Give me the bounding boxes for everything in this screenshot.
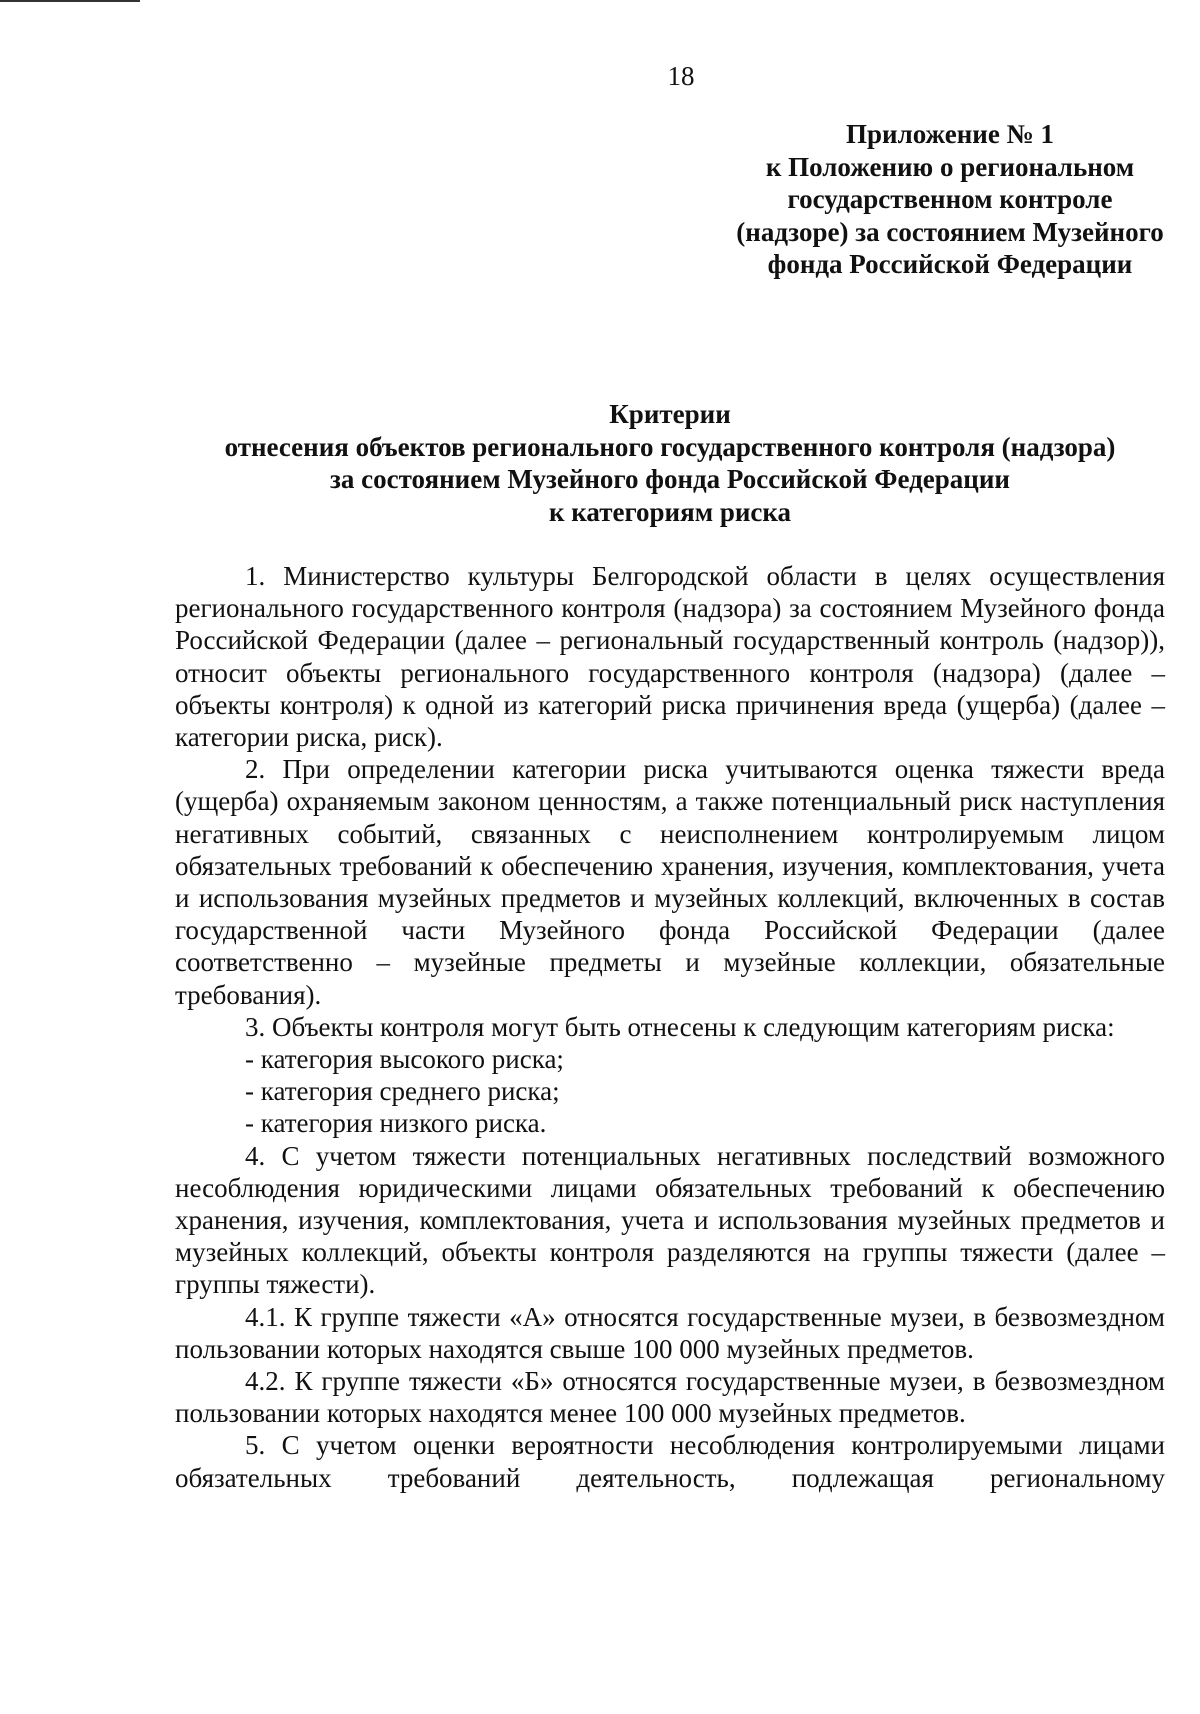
title-line: отнесения объектов регионального государственного контроля (надзора) xyxy=(224,431,1116,462)
document-title xyxy=(175,398,1165,528)
appendix-line: фонда Российской Федерации xyxy=(767,249,1133,279)
title-line: Критерии xyxy=(609,399,731,429)
paragraph-5: 5. С учетом оценки вероятности несоблюдения контролируемыми лицами обязательных требований деятельность, подлежащая региональному xyxy=(175,1430,1165,1493)
paragraph-3: 3. Объекты контроля могут быть отнесены к следующим категориям риска: xyxy=(245,1011,1115,1042)
scan-edge-mark xyxy=(0,0,140,2)
appendix-line: к Положению о региональном xyxy=(765,151,1135,182)
appendix-header xyxy=(700,118,1200,281)
page-number: 18 xyxy=(667,61,695,91)
paragraph-1: 1. Министерство культуры Белгородской области в целях осуществления регионального государственного контроля (надзора) за состоянием Музейного фонда Российской Федерации (далее – региональный государственный контроль (надзор)), относит объекты регионального государственного контроля (надзора) (далее – объекты контроля) к одной из категорий риска причинения вреда (ущерба) (далее – категории риска, риск). xyxy=(175,561,1165,753)
paragraph-4-2: 4.2. К группе тяжести «Б» относятся государственные музеи, в безвозмездном пользовании которых находятся менее 100 000 музейных предметов. xyxy=(175,1366,1165,1429)
paragraph-4-1: 4.1. К группе тяжести «А» относятся государственные музеи, в безвозмездном пользовании которых находятся свыше 100 000 музейных предметов. xyxy=(175,1301,1165,1364)
title-line: за состоянием Музейного фонда Российской Федерации xyxy=(330,464,1010,494)
appendix-line: (надзоре) за состоянием Музейного xyxy=(736,216,1164,247)
paragraph-4: 4. С учетом тяжести потенциальных негативных последствий возможного несоблюдения юридическими лицами обязательных требований к обеспечению хранения, изучения, комплектования, учета и использования музейных предметов и музейных коллекций, объекты контроля разделяются на группы тяжести (далее – группы тяжести). xyxy=(175,1140,1165,1300)
appendix-line: Приложение № 1 xyxy=(846,119,1054,149)
list-item-high-risk: - категория высокого риска; xyxy=(245,1044,564,1075)
title-line: к категориям риска xyxy=(548,496,792,527)
document-body xyxy=(175,560,1165,1494)
list-item-low-risk: - категория низкого риска. xyxy=(245,1108,547,1139)
paragraph-2: 2. При определении категории риска учитываются оценка тяжести вреда (ущерба) охраняемым законом ценностям, а также потенциальный риск наступления негативных событий, связанных с неисполнением контролируемым лицом обязательных требований к обеспечению хранения, изучения, комплектования, учета и использования музейных предметов и музейных коллекций, включенных в состав государственной части Музейного фонда Российской Федерации (далее соответственно – музейные предметы и музейные коллекции, обязательные требования). xyxy=(175,754,1165,1010)
list-item-medium-risk: - категория среднего риска; xyxy=(245,1076,560,1107)
appendix-line: государственном контроле xyxy=(787,184,1113,214)
